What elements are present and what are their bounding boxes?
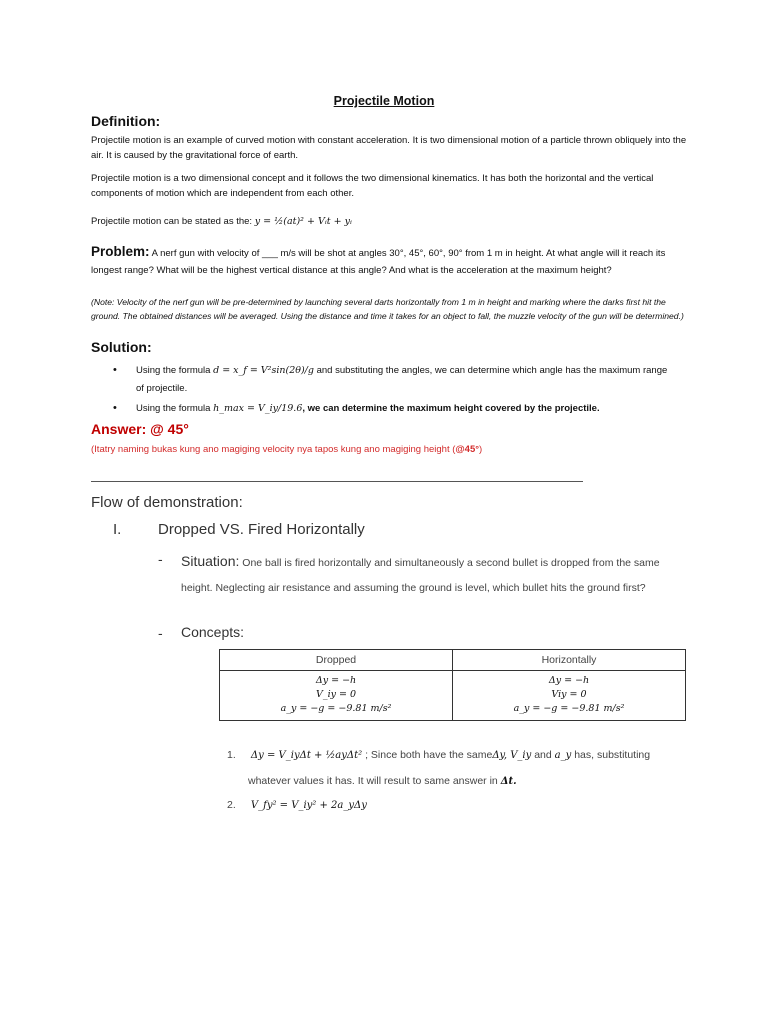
projectile-formula: y = ½(at)² + Vᵢt + yᵢ — [254, 216, 352, 227]
list-number: 2. — [227, 799, 236, 811]
definition-paragraph-2: Projectile motion is a two dimensional concept and it follows the two dimensional kinematics. It has both the horizontal and the vertical components of motion which are independent from each other. — [91, 173, 654, 199]
formula-intro: Projectile motion can be stated as the: — [91, 216, 253, 227]
list-math: Δy, V_iy — [492, 750, 532, 761]
list-text: and — [534, 749, 552, 761]
table-cell-horizontally — [453, 671, 686, 721]
bullet-text: , we can determine the maximum height covered by the projectile. — [302, 403, 600, 414]
section-title: Dropped VS. Fired Horizontally — [158, 521, 365, 538]
concepts-table — [219, 649, 686, 721]
dash-marker: - — [158, 625, 163, 641]
solution-heading: Solution: — [91, 339, 152, 355]
solution-bullet-2 — [113, 400, 673, 418]
bullet-text: and substituting the angles, we can determine which angle has the maximum range of projectile. — [136, 365, 668, 394]
list-text: ; Since both have the same — [365, 749, 493, 761]
dash-marker: - — [158, 551, 163, 567]
definition-paragraph-3 — [91, 214, 691, 229]
horizontal-divider — [91, 481, 583, 482]
definition-heading: Definition: — [91, 113, 161, 129]
answer-note-text: (Itatry naming bukas kung ano magiging velocity nya tapos kung ano magiging height ( — [91, 444, 456, 455]
answer-heading: Answer: @ 45° — [91, 421, 189, 437]
definition-paragraph-1: Projectile motion is an example of curved motion with constant acceleration. It is two dimensional motion of a particle thrown obliquely into the air. It is caused by the gravitational force of earth. — [91, 135, 687, 161]
answer-note-end: ) — [479, 444, 483, 455]
problem-text: A nerf gun with velocity of ___ m/s will be shot at angles 30°, 45°, 60°, 90° from 1 m in height. At what angle will it reach its longest range? What will be the highest vertical distance at this angle? And what is the acceleration at the maximum height? — [91, 248, 666, 276]
velocity-equation: V_fy² = V_iy² + 2a_yΔy — [250, 800, 367, 811]
situation-label: Situation: — [181, 553, 240, 569]
list-math: a_y — [554, 750, 572, 761]
answer-note-bold: @45° — [455, 444, 480, 455]
bullet-dot: • — [113, 364, 117, 376]
table-header-dropped: Dropped — [220, 650, 453, 671]
table-header-horizontally: Horizontally — [453, 650, 686, 671]
concepts-label: Concepts: — [181, 624, 245, 640]
bullet-text: Using the formula — [136, 403, 211, 414]
equation: a_y = −g = −9.81 m/s² — [513, 703, 625, 714]
equation: Δy = −h — [548, 675, 590, 686]
equation: V_iy = 0 — [315, 689, 357, 700]
height-formula: h_max = V_iy/19.6 — [213, 403, 303, 414]
list-item-continuation — [248, 775, 517, 787]
displacement-equation: Δy = V_iyΔt + ½ayΔt² — [250, 750, 363, 761]
table-cell-dropped — [220, 671, 453, 721]
list-number: 1. — [227, 749, 236, 761]
list-text: has, substituting — [574, 749, 651, 761]
flow-heading: Flow of demonstration: — [91, 494, 243, 511]
solution-bullet-1 — [113, 362, 673, 398]
section-number: I. — [113, 521, 122, 538]
list-item — [227, 799, 367, 811]
equation: a_y = −g = −9.81 m/s² — [280, 703, 392, 714]
problem-label: Problem: — [91, 244, 150, 259]
list-math: Δt. — [500, 776, 517, 787]
problem-note: (Note: Velocity of the nerf gun will be pre-determined by launching several darts horizontally from 1 m in height and marking where the darks first hit the ground. The obtained distances will be averaged. Using the distance and time it takes for an object to fall, the muzzle velocity of the gun will be determined.) — [91, 297, 684, 321]
answer-note — [91, 444, 482, 455]
list-text: whatever values it has. It will result to same answer in — [248, 775, 498, 787]
range-formula: d = x_f = V²sin(2θ)/g — [213, 365, 314, 376]
bullet-text: Using the formula — [136, 365, 211, 376]
problem-paragraph — [91, 243, 691, 279]
list-item — [227, 749, 650, 761]
situation-text: One ball is fired horizontally and simultaneously a second bullet is dropped from the same height. Neglecting air resistance and assuming the ground is level, which bullet hits the ground first? — [181, 557, 660, 594]
bullet-dot: • — [113, 402, 117, 414]
page-title: Projectile Motion — [333, 94, 435, 108]
equation: Viy = 0 — [551, 689, 587, 700]
equation: Δy = −h — [315, 675, 357, 686]
situation-paragraph — [181, 549, 681, 600]
